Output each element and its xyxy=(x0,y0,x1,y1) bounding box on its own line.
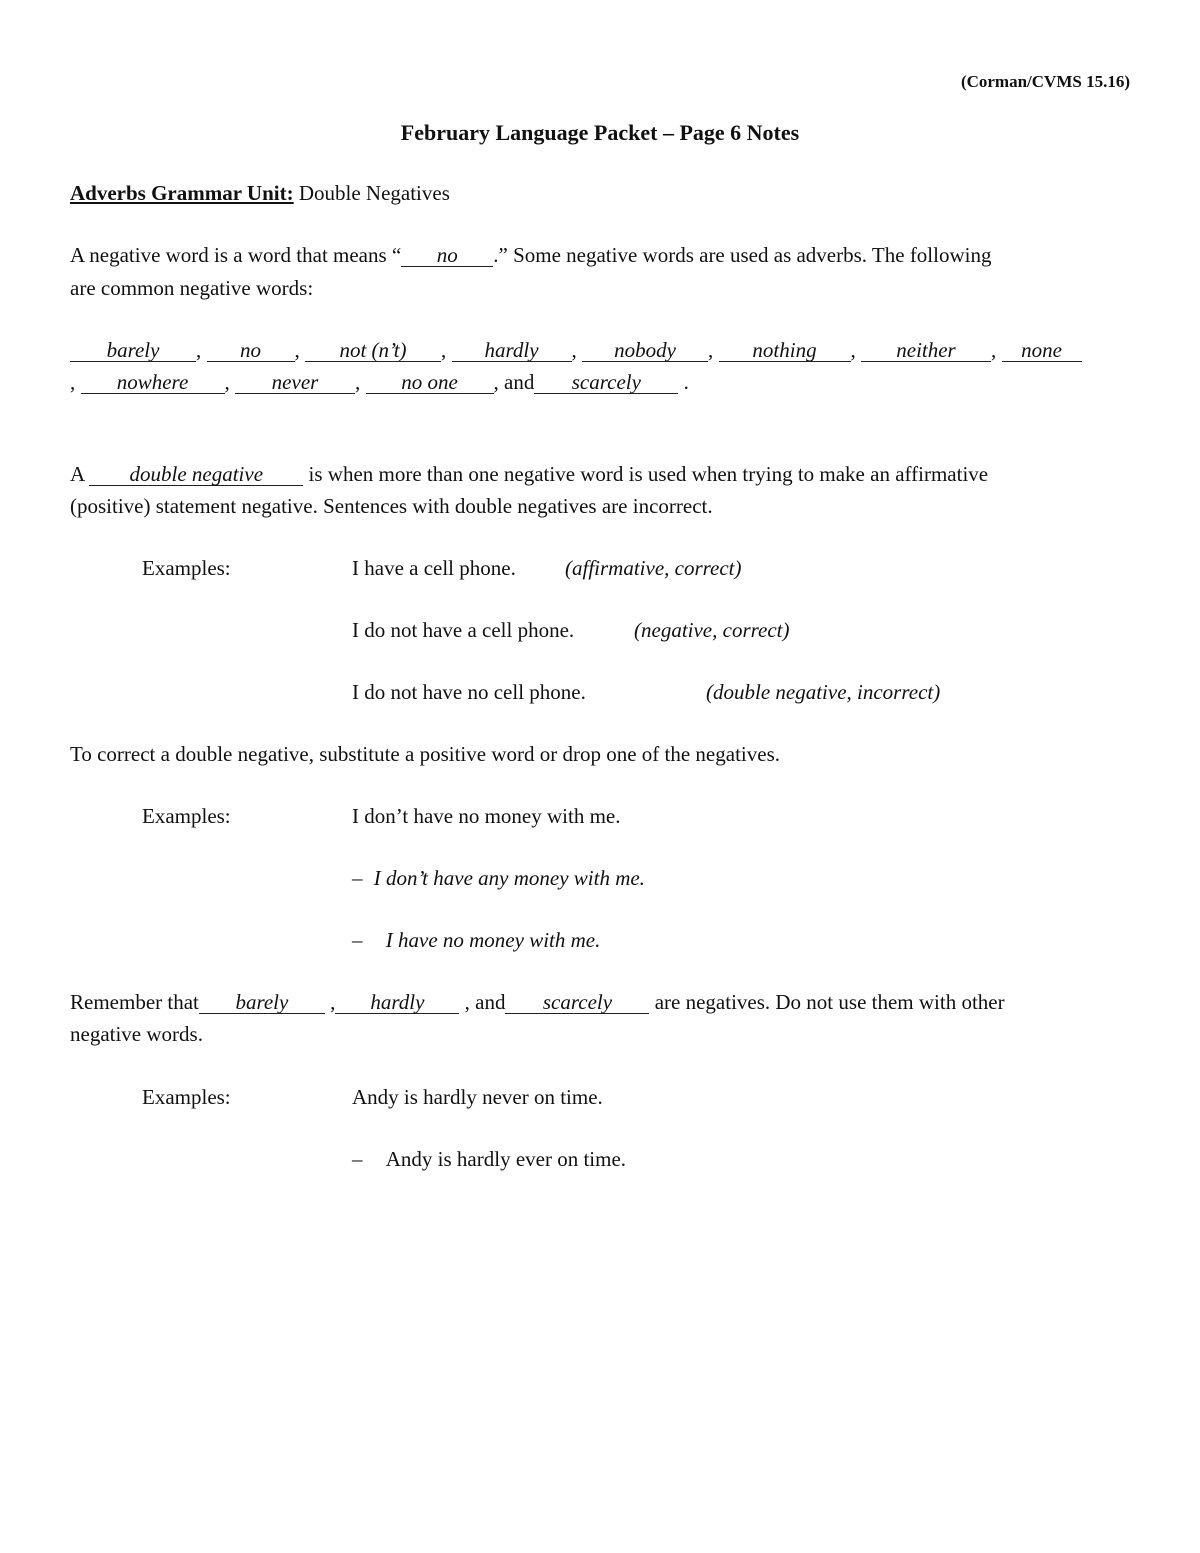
blank-neither: neither xyxy=(861,339,991,362)
intro-text-end: .” Some negative words are used as adverbs. The following xyxy=(493,243,992,267)
separator: , xyxy=(330,990,336,1014)
blank-scarcely: scarcely xyxy=(534,371,678,394)
separator: , xyxy=(708,338,714,362)
example-note: (negative, correct) xyxy=(634,618,790,642)
dash: – xyxy=(352,928,363,952)
article-a: A xyxy=(70,462,85,486)
blank-no: no xyxy=(207,339,295,362)
separator: , xyxy=(991,338,997,362)
examples-label: Examples: xyxy=(142,804,231,828)
blank-nobody: nobody xyxy=(582,339,708,362)
separator: , xyxy=(850,338,856,362)
blank-double-negative: double negative xyxy=(89,463,303,486)
definition-line-2: (positive) statement negative. Sentences with double negatives are incorrect. xyxy=(70,494,713,518)
example-sentence: I do not have no cell phone. xyxy=(352,680,586,704)
blank-never: never xyxy=(235,371,355,394)
separator: , xyxy=(196,338,202,362)
definition-line-1 xyxy=(70,462,988,487)
blank-none: none xyxy=(1002,339,1082,362)
separator: , xyxy=(294,338,300,362)
blank-not: not (n’t) xyxy=(305,339,441,362)
unit-topic: Double Negatives xyxy=(298,181,450,205)
correction-rule: To correct a double negative, substitute a positive word or drop one of the negatives. xyxy=(70,742,780,766)
example-sentence: I do not have a cell phone. xyxy=(352,618,575,642)
example-note: (affirmative, correct) xyxy=(565,556,742,580)
remember-text-start: Remember that xyxy=(70,990,199,1014)
dash: – xyxy=(352,1147,363,1171)
separator: , xyxy=(70,370,76,394)
separator: , xyxy=(571,338,577,362)
blank-nowhere: nowhere xyxy=(81,371,225,394)
intro-line-1 xyxy=(70,243,991,268)
unit-heading xyxy=(70,181,450,206)
intro-text-start: A negative word is a word that means “ xyxy=(70,243,402,267)
examples-label: Examples: xyxy=(142,556,231,580)
blank-hardly: hardly xyxy=(452,339,572,362)
remember-text-end: are negatives. Do not use them with other xyxy=(654,990,1005,1014)
and-text: , and xyxy=(493,370,535,394)
example-sentence: I have a cell phone. xyxy=(352,556,516,580)
definition-text: is when more than one negative word is used when trying to make an affirmative xyxy=(308,462,989,486)
and-text: , and xyxy=(464,990,506,1014)
correction-example xyxy=(352,866,645,891)
period: . xyxy=(683,370,689,394)
example-note: (double negative, incorrect) xyxy=(706,680,941,704)
dash: – xyxy=(352,866,363,890)
blank-hardly: hardly xyxy=(335,991,459,1014)
examples-label: Examples: xyxy=(142,1085,231,1109)
unit-label: Adverbs Grammar Unit: xyxy=(70,181,294,205)
blank-no-one: no one xyxy=(366,371,494,394)
blank-scarcely: scarcely xyxy=(505,991,649,1014)
negatives-row-1 xyxy=(70,338,1082,363)
blank-barely: barely xyxy=(199,991,325,1014)
blank-nothing: nothing xyxy=(719,339,851,362)
corrected-sentence: I don’t have any money with me. xyxy=(373,866,645,890)
correction-example xyxy=(352,1147,626,1172)
separator: , xyxy=(224,370,230,394)
correction-example xyxy=(352,928,600,953)
intro-line-2: are common negative words: xyxy=(70,276,314,300)
page-title: February Language Packet – Page 6 Notes xyxy=(400,120,800,145)
blank-no: no xyxy=(401,244,493,267)
blank-barely: barely xyxy=(70,339,196,362)
corrected-sentence: Andy is hardly ever on time. xyxy=(385,1147,627,1171)
remember-line-2: negative words. xyxy=(70,1022,203,1046)
example-sentence: Andy is hardly never on time. xyxy=(352,1085,603,1109)
remember-line-1 xyxy=(70,990,1005,1015)
example-sentence: I don’t have no money with me. xyxy=(352,804,621,828)
corrected-sentence: I have no money with me. xyxy=(385,928,601,952)
negatives-row-2 xyxy=(70,370,689,395)
separator: , xyxy=(441,338,447,362)
document-reference: (Corman/CVMS 15.16) xyxy=(960,72,1130,91)
separator: , xyxy=(355,370,361,394)
